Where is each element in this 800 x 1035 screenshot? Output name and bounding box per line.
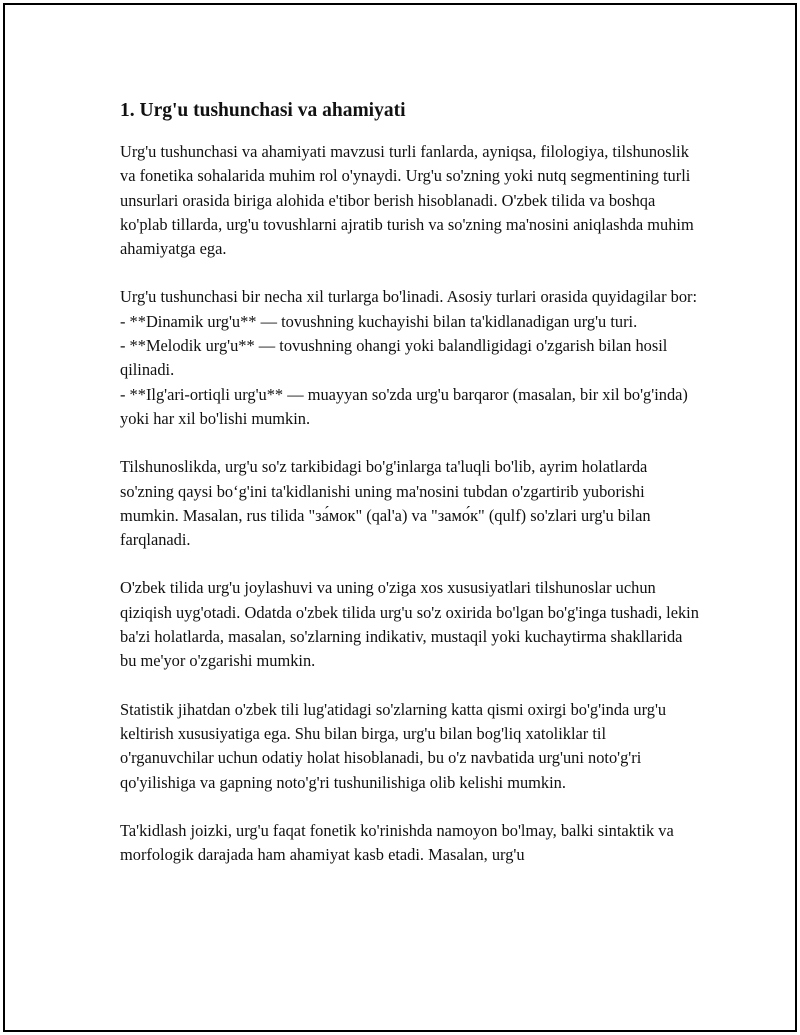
paragraph-stress-types: Urg'u tushunchasi bir necha xil turlarga bo'linadi. Asosiy turlari orasida quyidagilar bor: - **Dinamik urg'u** — tovushning kuchayishi bilan ta'kidlanadigan urg'u turi. - **Melodik urg'u** — tovushning ohangi yoki balandligidagi o'zgarish bilan hosil qilinadi. - **Ilg'ari-ortiqli urg'u** — muayyan so'zda urg'u barqaror (masalan, bir xil bo'g'inda) yoki har xil bo'lishi mumkin. [120,287,698,428]
paragraph-uzbek-stress: O'zbek tilida urg'u joylashuvi va uning o'ziga xos xususiyatlari tilshunoslar uchun qiziqish uyg'otadi. Odatda o'zbek tilida urg'u so'z oxirida bo'lgan bo'g'inga tushadi, lekin ba'zi holatlarda, masalan, so'zlarning indikativ, mustaqil yoki kuchaytirma shakllarida bu me'yor o'zgarishi mumkin. [120,578,699,671]
document-body [120,94,700,891]
paragraph-statistics: Statistik jihatdan o'zbek tili lug'atidagi so'zlarning katta qismi oxirgi bo'g'inda urg'u keltirish xususiyatiga ega. Shu bilan birga, urg'u bilan bog'liq xatoliklar til o'rganuvchilar uchun odatiy holat hisoblanadi, bu o'z navbatida urg'uni noto'g'ri qo'yilishiga va gapning noto'g'ri tushunilishiga olib kelishi mumkin. [120,699,667,792]
page-frame [3,3,797,1032]
paragraph-syntax-morphology: Ta'kidlash joizki, urg'u faqat fonetik ko'rinishda namoyon bo'lmay, balki sintaktik va morfologik darajada ham ahamiyat kasb etadi. Masalan, urg'u [120,820,674,865]
paragraph-introduction: Urg'u tushunchasi va ahamiyati mavzusi turli fanlarda, ayniqsa, filologiya, tilshunoslik va fonetika sohalarida muhim rol o'ynaydi. Urg'u so'zning yoki nutq segmentining turli unsurlari orasida biriga alohida e'tibor berish hisoblanadi. O'zbek tilida va boshqa ko'plab tillarda, urg'u tovushlarni ajratib turish va so'zning ma'nosini aniqlashda muhim ahamiyatga ega. [120,142,694,259]
section-heading: 1. Urg'u tushunchasi va ahamiyati [120,100,406,121]
paragraph-linguistics: Tilshunoslikda, urg'u so'z tarkibidagi bo'g'inlarga ta'luqli bo'lib, ayrim holatlarda so'zning qaysi bo‘g'ini ta'kidlanishi uning ma'nosini tubdan o'zgartirib yuborishi mumkin. Masalan, rus tilida "за́мок" (qal'a) va "замо́к" (qulf) so'zlari urg'u bilan farqlanadi. [120,457,651,550]
